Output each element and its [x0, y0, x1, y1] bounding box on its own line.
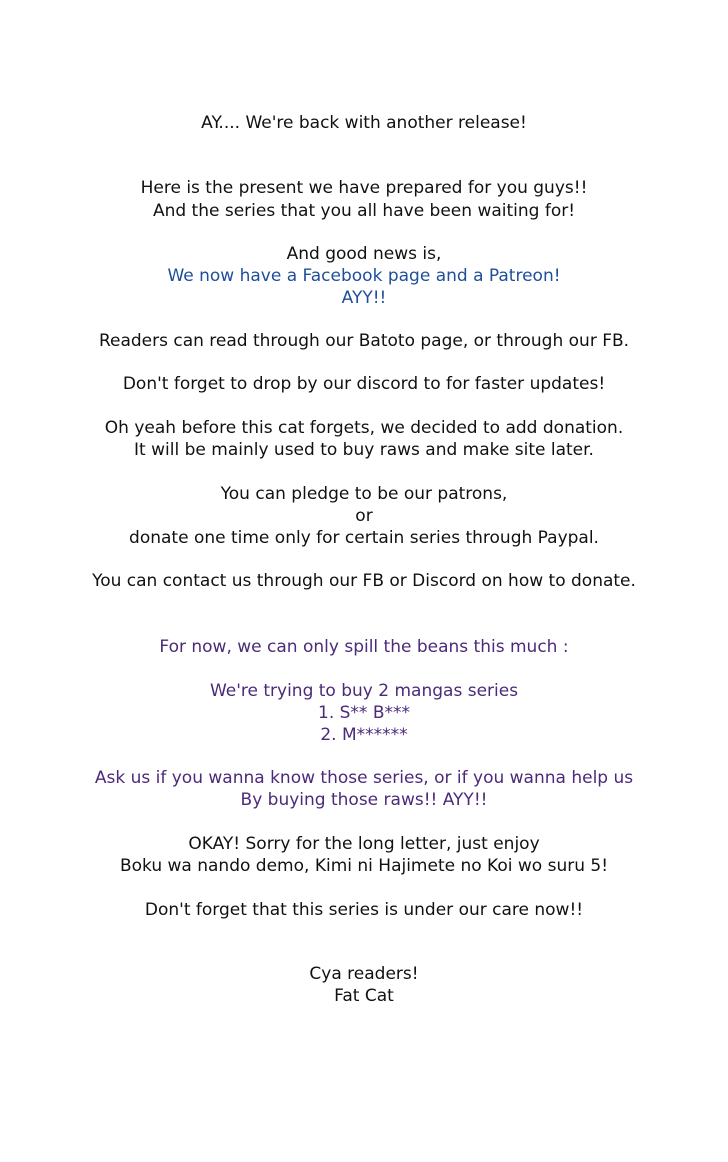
pledge-line-2: or	[355, 506, 373, 526]
care-line: Don't forget that this series is under our care now!!	[144, 900, 584, 920]
signoff-line-1: Cya readers!	[309, 964, 419, 984]
beans-line: For now, we can only spill the beans this much :	[159, 637, 569, 657]
pledge-line-3: donate one time only for certain series through Paypal.	[129, 528, 599, 548]
mangas-line-3: 2. M******	[320, 725, 408, 745]
news-line-3: AYY!!	[341, 288, 387, 308]
news-line-2: We now have a Facebook page and a Patreon!	[167, 266, 561, 286]
okay-line-1: OKAY! Sorry for the long letter, just enjoy	[188, 834, 540, 854]
ask-line-1: Ask us if you wanna know those series, or if you wanna help us	[94, 768, 634, 788]
donation-line-1: Oh yeah before this cat forgets, we decided to add donation.	[104, 418, 624, 438]
news-line-1: And good news is,	[286, 244, 442, 264]
present-line-2: And the series that you all have been waiting for!	[152, 201, 576, 221]
signoff-line-2: Fat Cat	[334, 986, 394, 1006]
pledge-line-1: You can pledge to be our patrons,	[220, 484, 508, 504]
mangas-line-1: We're trying to buy 2 mangas series	[209, 681, 519, 701]
present-line-1: Here is the present we have prepared for you guys!!	[140, 178, 588, 198]
mangas-line-2: 1. S** B***	[318, 703, 410, 723]
okay-line-2: Boku wa nando demo, Kimi ni Hajimete no Koi wo suru 5!	[119, 856, 609, 876]
greeting-line: AY.... We're back with another release!	[201, 113, 527, 133]
discord-line: Don't forget to drop by our discord to for faster updates!	[122, 374, 606, 394]
contact-line: You can contact us through our FB or Discord on how to donate.	[92, 571, 636, 591]
readers-line: Readers can read through our Batoto page, or through our FB.	[98, 331, 630, 351]
donation-line-2: It will be mainly used to buy raws and make site later.	[134, 440, 594, 460]
ask-line-2: By buying those raws!! AYY!!	[240, 790, 488, 810]
